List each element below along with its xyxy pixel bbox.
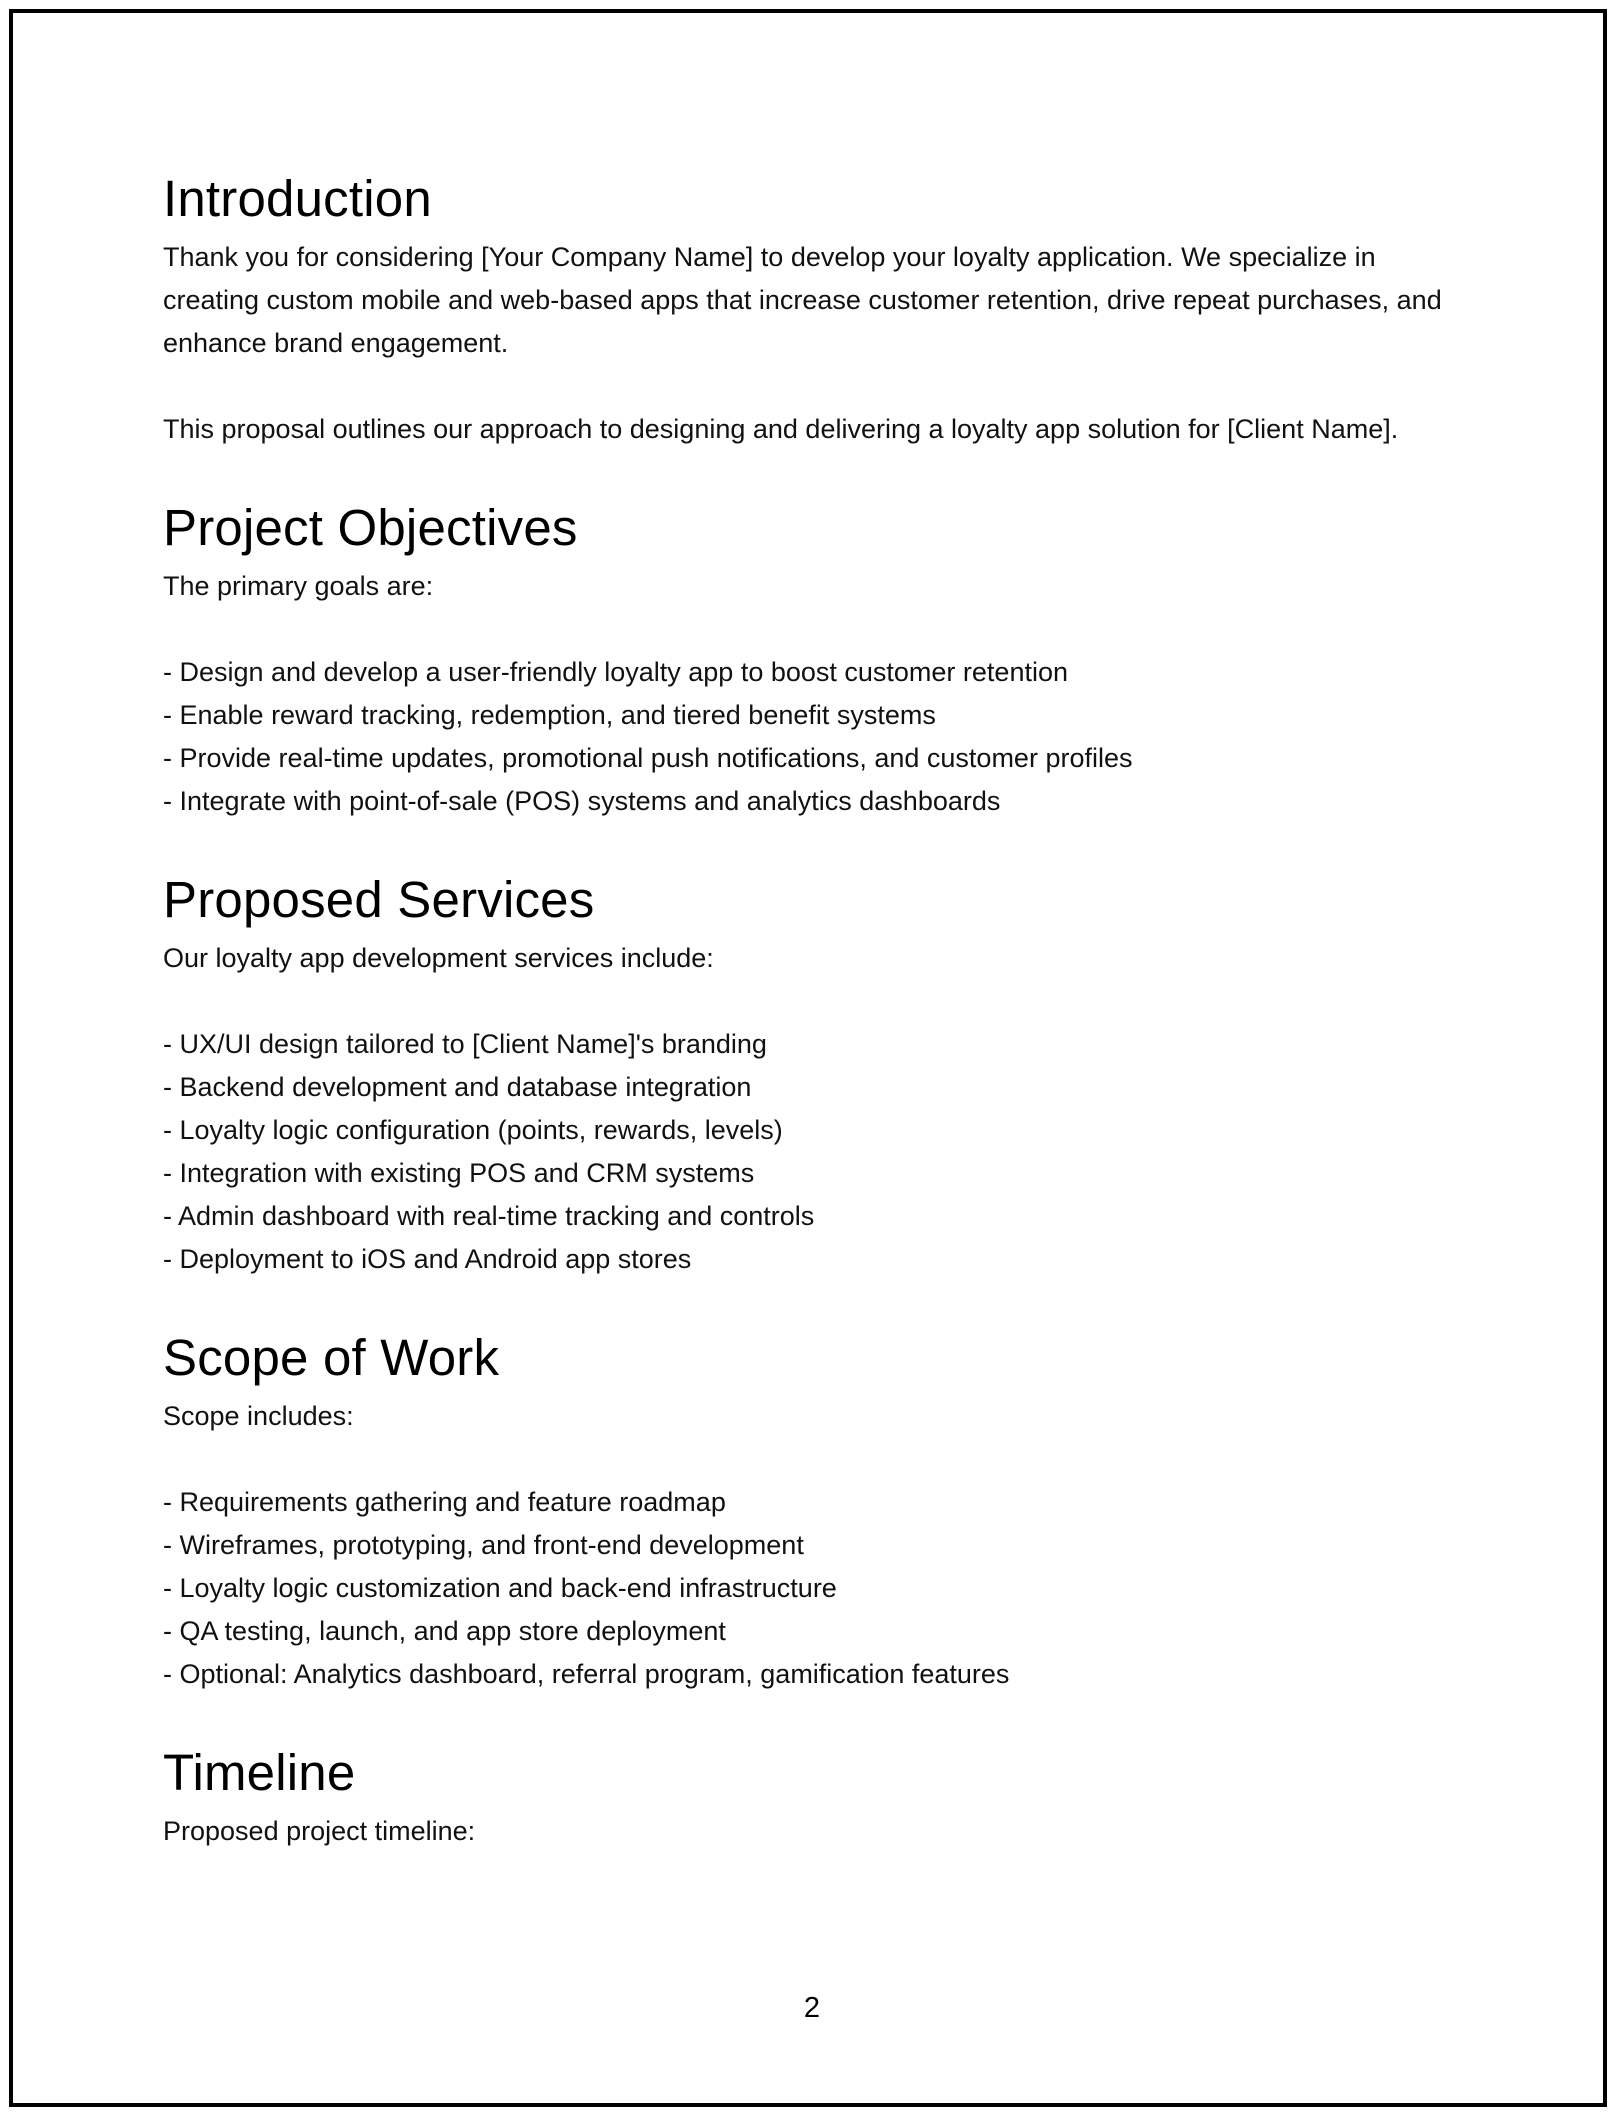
page-number: 2 bbox=[803, 1992, 821, 2024]
list-item: - Optional: Analytics dashboard, referral program, gamification features bbox=[163, 1659, 1010, 1689]
objectives-heading: Project Objectives bbox=[163, 499, 578, 556]
list-item: - Provide real-time updates, promotional push notifications, and customer profiles bbox=[163, 743, 1133, 773]
list-item: - Integrate with point-of-sale (POS) systems and analytics dashboards bbox=[163, 786, 1001, 816]
list-item: - Backend development and database integration bbox=[163, 1072, 752, 1102]
objectives-intro: The primary goals are: bbox=[163, 571, 434, 601]
introduction-heading: Introduction bbox=[163, 170, 432, 227]
timeline-section bbox=[163, 1736, 1463, 1853]
paragraph-spacer bbox=[163, 980, 1463, 1023]
list-item: - QA testing, launch, and app store deployment bbox=[163, 1616, 726, 1646]
introduction-section bbox=[163, 162, 1463, 451]
services-intro: Our loyalty app development services include: bbox=[163, 943, 714, 973]
paragraph-spacer bbox=[163, 365, 1463, 408]
list-item: - Loyalty logic configuration (points, rewards, levels) bbox=[163, 1115, 783, 1145]
document-content bbox=[163, 162, 1463, 1853]
timeline-intro: Proposed project timeline: bbox=[163, 1816, 476, 1846]
introduction-paragraph-2: This proposal outlines our approach to designing and delivering a loyalty app solution for [Client Name]. bbox=[163, 414, 1399, 444]
objectives-section bbox=[163, 491, 1463, 823]
list-item: - Admin dashboard with real-time tracking and controls bbox=[163, 1201, 815, 1231]
introduction-paragraph-1: Thank you for considering [Your Company Name] to develop your loyalty application. We specialize in creating custom mobile and web-based apps that increase customer retention, drive repeat purchases, and enhance brand engagement. bbox=[163, 242, 1442, 358]
list-item: - Integration with existing POS and CRM systems bbox=[163, 1158, 755, 1188]
list-item: - Requirements gathering and feature roadmap bbox=[163, 1487, 726, 1517]
scope-section bbox=[163, 1321, 1463, 1696]
scope-list bbox=[163, 1481, 1463, 1696]
scope-intro: Scope includes: bbox=[163, 1401, 354, 1431]
list-item: - Deployment to iOS and Android app stores bbox=[163, 1244, 692, 1274]
list-item: - Wireframes, prototyping, and front-end development bbox=[163, 1530, 804, 1560]
scope-heading: Scope of Work bbox=[163, 1329, 500, 1386]
services-list bbox=[163, 1023, 1463, 1281]
paragraph-spacer bbox=[163, 608, 1463, 651]
timeline-heading: Timeline bbox=[163, 1744, 356, 1801]
list-item: - Design and develop a user-friendly loyalty app to boost customer retention bbox=[163, 657, 1069, 687]
objectives-list bbox=[163, 651, 1463, 823]
paragraph-spacer bbox=[163, 1438, 1463, 1481]
services-heading: Proposed Services bbox=[163, 871, 595, 928]
list-item: - Loyalty logic customization and back-end infrastructure bbox=[163, 1573, 837, 1603]
services-section bbox=[163, 863, 1463, 1281]
list-item: - Enable reward tracking, redemption, and tiered benefit systems bbox=[163, 700, 936, 730]
list-item: - UX/UI design tailored to [Client Name]'s branding bbox=[163, 1029, 767, 1059]
